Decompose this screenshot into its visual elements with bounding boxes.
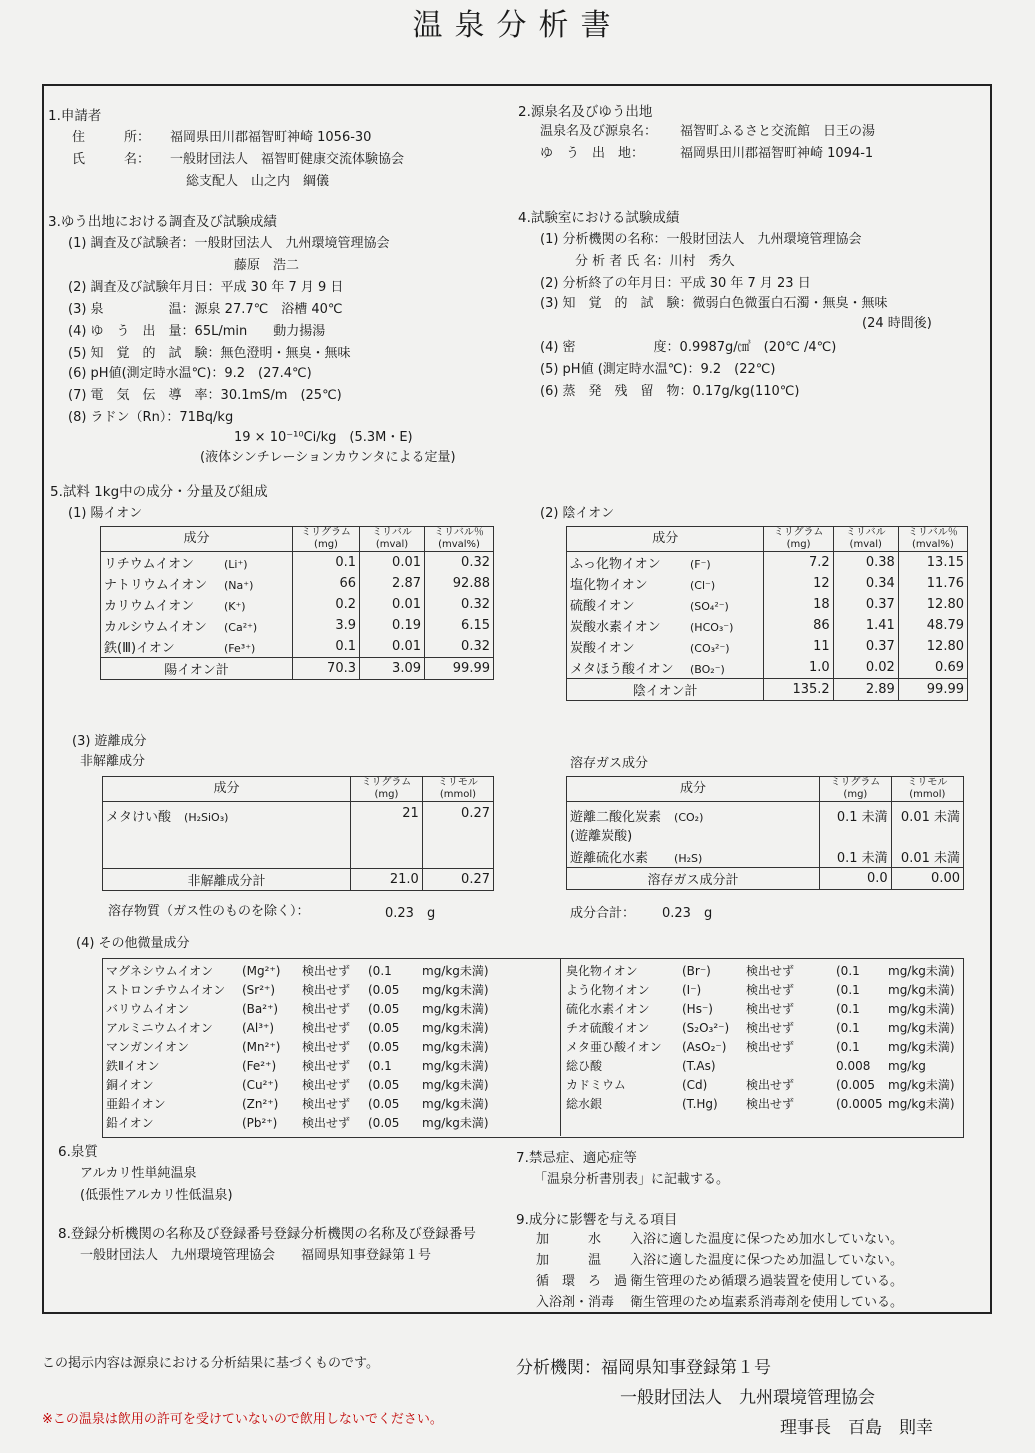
trace-s: 検出せず (746, 1078, 795, 1092)
trace-v: (0.05 (368, 1021, 400, 1035)
ion-mval-pct: 12.80 (898, 636, 967, 657)
trace-f: (S₂O₃²⁻) (682, 1021, 730, 1035)
dissolved-gas-table: 成分 ミリグラム (mg) ミリモル (mmol) 遊離二酸化炭素 (CO₂) (遊離炭酸) 0.1 未満 0.01 未満 遊離硫化水素 (H₂S) 0.1 未満 0.01 未満 溶存ガス成分計 0.0 0.00 (566, 776, 964, 890)
source-name-label: 温泉名及び源泉名： (540, 124, 658, 139)
ion-name: 硫酸イオン (SO₄²⁻) (567, 594, 764, 615)
trace-f: (Pb²⁺) (242, 1116, 278, 1130)
applicant-name-label: 氏 名： (72, 152, 151, 167)
trace-divider (560, 958, 561, 1136)
ion-name: ナトリウムイオン (Na⁺) (101, 573, 293, 594)
trace-f: (Mn²⁺) (242, 1040, 281, 1054)
lab-test-row: (5) pH値 (測定時水温℃)：9.2 (22℃) (540, 362, 776, 377)
trace-n: 硫化水素イオン (566, 1002, 650, 1016)
anion-table: 成分 ミリグラム (mg) ミリバル (mval) ミリバル％ (mval%) ふっ化物イオン (F⁻) 7.2 0.38 13.15 塩化物イオン (Cl⁻) 12 0.34 11.76 硫酸イオン (SO₄²⁻) 18 0.37 12.80 炭酸水素イオン (HCO₃⁻) 86 1.41 48.79 炭酸イオン (CO₃²⁻) 11 0.37 12.80 メタほう酸イオン (BO₂⁻) 1.0 0.02 0.69 陰イオン計 135.2 2.89 99.99 (566, 526, 968, 701)
trace-u: mg/kg未満) (888, 964, 955, 978)
document-title: 温泉分析書 (412, 8, 623, 43)
trace-n: マグネシウムイオン (106, 964, 214, 978)
ion-mg: 3.9 (293, 615, 360, 636)
ion-mg: 11 (764, 636, 833, 657)
ion-row (101, 552, 494, 574)
ion-mval: 0.01 (360, 594, 425, 615)
trace-n: 総水銀 (566, 1097, 603, 1111)
trace-u: mg/kg未満) (888, 1097, 955, 1111)
trace-f: (Al³⁺) (242, 1021, 275, 1035)
anion-heading: (2) 陰イオン (540, 506, 615, 521)
trace-s: 検出せず (302, 1059, 351, 1073)
spring-quality: アルカリ性単純温泉 (80, 1166, 197, 1181)
lab-test-row: (24 時間後) (862, 316, 932, 331)
trace-box (102, 958, 964, 1138)
source-location-label: ゆ う 出 地： (540, 146, 645, 161)
footer-org-line1: 分析機関：福岡県知事登録第１号 (516, 1358, 771, 1378)
ion-mg: 0.1 (293, 552, 360, 574)
ion-mval: 1.41 (833, 615, 898, 636)
field-test-row: (6) pH値(測定時水温℃)：9.2 (27.4℃) (68, 366, 312, 381)
influence-key: 加 温 (536, 1253, 602, 1268)
ion-mg: 7.2 (764, 552, 833, 574)
trace-f: (I⁻) (682, 983, 702, 997)
field-test-row: (5) 知 覚 的 試 験：無色澄明・無臭・無味 (68, 346, 351, 361)
influence-value: 入浴に適した温度に保つため加水していない。 (630, 1232, 904, 1247)
dissolved-matter-label: 溶存物質（ガス性のものを除く）： (108, 904, 310, 919)
trace-v: (0.1 (836, 1040, 860, 1054)
trace-s: 検出せず (302, 1040, 351, 1054)
ion-mval-pct: 0.32 (425, 552, 494, 574)
trace-f: (T.Hg) (682, 1097, 718, 1111)
trace-u: mg/kg未満) (422, 1116, 489, 1130)
applicant-representative: 総支配人 山之内 綱儀 (186, 174, 330, 189)
ion-mval: 0.37 (833, 594, 898, 615)
footer-org-line2: 一般財団法人 九州環境管理協会 (620, 1388, 875, 1408)
trace-s: 検出せず (302, 1097, 351, 1111)
gas-total-row: 溶存ガス成分計 0.0 0.00 (567, 868, 964, 890)
field-test-row: (1) 調査及び試験者：一般財団法人 九州環境管理協会 (68, 236, 390, 251)
ion-name: 炭酸イオン (CO₃²⁻) (567, 636, 764, 657)
ion-mg: 0.2 (293, 594, 360, 615)
trace-u: mg/kg未満) (422, 1040, 489, 1054)
dissolved-gas-heading: 溶存ガス成分 (570, 756, 649, 771)
trace-u: mg/kg未満) (888, 1078, 955, 1092)
ion-mg: 1.0 (764, 657, 833, 679)
trace-f: (Zn²⁺) (242, 1097, 279, 1111)
ion-mval: 0.37 (833, 636, 898, 657)
trace-v: (0.1 (836, 983, 860, 997)
footer-note: この掲示内容は源泉における分析結果に基づくものです。 (42, 1356, 379, 1371)
trace-heading: (4) その他微量成分 (76, 936, 190, 951)
trace-n: 鉄Ⅱイオン (106, 1059, 160, 1073)
ion-mval-pct: 0.32 (425, 636, 494, 658)
field-test-row: (2) 調査及び試験年月日：平成 30 年 7 月 9 日 (68, 280, 344, 295)
gas-row: 遊離硫化水素 (H₂S) 0.1 未満 0.01 未満 (567, 846, 964, 868)
trace-u: mg/kg未満) (422, 1002, 489, 1016)
ion-name: 塩化物イオン (Cl⁻) (567, 573, 764, 594)
trace-n: チオ硫酸イオン (566, 1021, 650, 1035)
ion-mval-pct: 0.69 (898, 657, 967, 679)
applicant-address: 福岡県田川郡福智町神崎 1056-30 (170, 130, 372, 145)
cation-heading: (1) 陽イオン (68, 506, 143, 521)
applicant-address-label: 住 所： (72, 130, 151, 145)
cation-total-row: 陽イオン計 70.3 3.09 99.99 (101, 658, 494, 680)
cation-table: 成分 ミリグラム (mg) ミリバル (mval) ミリバル％ (mval%) リチウムイオン (Li⁺) 0.1 0.01 0.32 ナトリウムイオン (Na⁺) 66 2.87 92.88 カリウムイオン (K⁺) 0.2 0.01 0.32 カルシウムイオン (Ca²⁺) 3.9 0.19 6.15 鉄(Ⅲ)イオン (Fe³⁺) 0.1 0.01 0.32 陽イオン計 70.3 3.09 99.99 (100, 526, 494, 680)
lab-test-row: 分 析 者 氏 名：川村 秀久 (575, 254, 735, 269)
trace-u: mg/kg未満) (422, 1097, 489, 1111)
trace-f: (Cd) (682, 1078, 708, 1092)
trace-s: 検出せず (746, 1002, 795, 1016)
trace-u: mg/kg未満) (422, 983, 489, 997)
applicant-name: 一般財団法人 福智町健康交流体験協会 (170, 152, 405, 167)
trace-v: (0.1 (368, 964, 392, 978)
trace-u: mg/kg未満) (422, 1078, 489, 1092)
registration-heading: 8.登録分析機関の名称及び登録番号登録分析機関の名称及び登録番号 (58, 1226, 476, 1242)
ion-name: リチウムイオン (Li⁺) (101, 552, 293, 574)
trace-u: mg/kg未満) (888, 1040, 955, 1054)
trace-n: カドミウム (566, 1078, 626, 1092)
trace-f: (T.As) (682, 1059, 716, 1073)
trace-u: mg/kg未満) (888, 1021, 955, 1035)
undissociated-table: 成分 ミリグラム (mg) ミリモル (mmol) メタけい酸 (H₂SiO₃) 21 0.27 非解離成分計 21.0 0.27 (102, 776, 494, 891)
ion-mval-pct: 11.76 (898, 573, 967, 594)
field-test-row: (3) 泉 温：源泉 27.7℃ 浴槽 40℃ (68, 302, 343, 317)
trace-u: mg/kg未満) (888, 1002, 955, 1016)
lab-test-row: (1) 分析機関の名称：一般財団法人 九州環境管理協会 (540, 232, 862, 247)
ion-mg: 66 (293, 573, 360, 594)
lab-test-row: (3) 知 覚 的 試 験：微弱白色微蛋白石濁・無臭・無味 (540, 296, 888, 311)
field-test-heading: 3.ゆう出地における調査及び試験成績 (48, 214, 277, 230)
trace-v: (0.05 (368, 1078, 400, 1092)
ion-mval: 0.38 (833, 552, 898, 574)
trace-u: mg/kg未満) (422, 964, 489, 978)
trace-v: (0.05 (368, 1116, 400, 1130)
trace-f: (Br⁻) (682, 964, 711, 978)
ion-mg: 18 (764, 594, 833, 615)
dissolved-matter-value: 0.23 g (385, 906, 436, 921)
trace-s: 検出せず (746, 983, 795, 997)
spring-quality-heading: 6.泉質 (58, 1144, 98, 1160)
trace-n: 銅イオン (106, 1078, 154, 1092)
field-test-row: (8) ラドン（Rn）：71Bq/kg (68, 410, 234, 425)
lab-test-row: (6) 蒸 発 残 留 物：0.17g/kg(110℃) (540, 384, 800, 399)
ion-mval-pct: 13.15 (898, 552, 967, 574)
ion-mval-pct: 0.32 (425, 594, 494, 615)
trace-s: 検出せず (746, 1040, 795, 1054)
trace-f: (Mg²⁺) (242, 964, 281, 978)
ion-row (101, 573, 494, 594)
ion-mg: 12 (764, 573, 833, 594)
field-test-row: (7) 電 気 伝 導 率：30.1mS/m (25℃) (68, 388, 342, 403)
lab-test-row: (4) 密 度：0.9987g/㎤ (20℃ /4℃) (540, 340, 837, 355)
footer-org-line3: 理事長 百島 則幸 (780, 1418, 933, 1438)
trace-v: 0.008 (836, 1059, 871, 1073)
ion-row (567, 552, 968, 574)
ion-row (567, 636, 968, 657)
trace-v: (0.1 (836, 1002, 860, 1016)
undissociated-total-row: 非解離成分計 21.0 0.27 (103, 869, 494, 891)
trace-s: 検出せず (746, 964, 795, 978)
trace-s: 検出せず (302, 1021, 351, 1035)
ion-row (101, 636, 494, 658)
ion-name: 鉄(Ⅲ)イオン (Fe³⁺) (101, 636, 293, 658)
gas-row: 遊離二酸化炭素 (CO₂) (遊離炭酸) 0.1 未満 0.01 未満 (567, 802, 964, 847)
total-components-value: 0.23 g (662, 906, 713, 921)
trace-s: 検出せず (302, 1002, 351, 1016)
footer-warning: ※この温泉は飲用の許可を受けていないので飲用しないでください。 (42, 1412, 443, 1427)
influence-key: 加 水 (536, 1232, 602, 1247)
ion-name: カリウムイオン (K⁺) (101, 594, 293, 615)
trace-u: mg/kg未満) (888, 983, 955, 997)
ion-row (567, 657, 968, 679)
trace-n: マンガンイオン (106, 1040, 190, 1054)
trace-u: mg/kg未満) (422, 1021, 489, 1035)
trace-v: (0.1 (836, 964, 860, 978)
influence-heading: 9.成分に影響を与える項目 (516, 1212, 678, 1228)
ion-mg: 86 (764, 615, 833, 636)
anion-total-row: 陰イオン計 135.2 2.89 99.99 (567, 679, 968, 701)
ion-name: 炭酸水素イオン (HCO₃⁻) (567, 615, 764, 636)
total-components-label: 成分合計： (570, 906, 636, 921)
ion-mval: 0.34 (833, 573, 898, 594)
registration-value: 一般財団法人 九州環境管理協会 福岡県知事登録第１号 (80, 1248, 432, 1263)
ion-row (567, 615, 968, 636)
lab-test-row: (2) 分析終了の年月日：平成 30 年 7 月 23 日 (540, 276, 811, 291)
trace-n: アルミニウムイオン (106, 1021, 213, 1035)
ion-mval-pct: 6.15 (425, 615, 494, 636)
trace-s: 検出せず (746, 1021, 795, 1035)
trace-v: (0.0005 (836, 1097, 883, 1111)
indications-note: 「温泉分析書別表」に記載する。 (534, 1172, 730, 1187)
ion-name: カルシウムイオン (Ca²⁺) (101, 615, 293, 636)
field-test-row: 19 × 10⁻¹⁰Ci/kg (5.3M・E) (234, 430, 413, 445)
field-test-row: 藤原 浩二 (234, 258, 300, 273)
trace-s: 検出せず (302, 1116, 351, 1130)
ion-row (567, 573, 968, 594)
influence-key: 入浴剤・消毒 (536, 1295, 615, 1310)
trace-f: (Fe²⁺) (242, 1059, 277, 1073)
ion-mval: 2.87 (360, 573, 425, 594)
source-name: 福智町ふるさと交流館 日王の湯 (680, 124, 876, 139)
trace-f: (AsO₂⁻) (682, 1040, 727, 1054)
trace-v: (0.05 (368, 983, 400, 997)
applicant-heading: 1.申請者 (48, 108, 102, 124)
lab-test-heading: 4.試験室における試験成績 (518, 210, 680, 226)
ion-mval-pct: 48.79 (898, 615, 967, 636)
trace-s: 検出せず (302, 964, 351, 978)
trace-v: (0.05 (368, 1002, 400, 1016)
undissociated-heading: 非解離成分 (80, 754, 146, 769)
indications-heading: 7.禁忌症、適応症等 (516, 1150, 637, 1166)
trace-n: 総ひ酸 (566, 1059, 603, 1073)
trace-v: (0.05 (368, 1040, 400, 1054)
trace-n: よう化物イオン (566, 983, 650, 997)
trace-v: (0.1 (368, 1059, 392, 1073)
field-test-row: (4) ゆ う 出 量：65L/min 動力揚湯 (68, 324, 326, 339)
undissociated-row: メタけい酸 (H₂SiO₃) 21 0.27 (103, 802, 494, 869)
trace-n: メタ亜ひ酸イオン (566, 1040, 662, 1054)
source-location: 福岡県田川郡福智町神崎 1094-1 (680, 146, 874, 161)
trace-n: 亜鉛イオン (106, 1097, 166, 1111)
composition-heading: 5.試料 1kg中の成分・分量及び組成 (50, 484, 268, 500)
trace-f: (Ba²⁺) (242, 1002, 279, 1016)
trace-n: バリウムイオン (106, 1002, 190, 1016)
ion-mval: 0.19 (360, 615, 425, 636)
spring-quality-sub: (低張性アルカリ性低温泉) (80, 1188, 233, 1203)
ion-name: ふっ化物イオン (F⁻) (567, 552, 764, 574)
influence-key: 循 環 ろ 過 (536, 1274, 628, 1289)
ion-mval: 0.02 (833, 657, 898, 679)
trace-v: (0.005 (836, 1078, 876, 1092)
ion-row (101, 615, 494, 636)
ion-row (101, 594, 494, 615)
free-components-heading: (3) 遊離成分 (72, 734, 147, 749)
ion-row (567, 594, 968, 615)
trace-n: 鉛イオン (106, 1116, 154, 1130)
ion-mval: 0.01 (360, 552, 425, 574)
trace-n: 臭化物イオン (566, 964, 638, 978)
trace-u: mg/kg未満) (422, 1059, 489, 1073)
trace-f: (Hs⁻) (682, 1002, 713, 1016)
ion-name: メタほう酸イオン (BO₂⁻) (567, 657, 764, 679)
trace-u: mg/kg (888, 1059, 926, 1073)
trace-v: (0.1 (836, 1021, 860, 1035)
ion-mval-pct: 12.80 (898, 594, 967, 615)
trace-s: 検出せず (302, 1078, 351, 1092)
ion-mval: 0.01 (360, 636, 425, 658)
influence-value: 入浴に適した温度に保つため加温していない。 (630, 1253, 904, 1268)
trace-v: (0.05 (368, 1097, 400, 1111)
trace-n: ストロンチウムイオン (106, 983, 226, 997)
ion-mg: 0.1 (293, 636, 360, 658)
field-test-row: (液体シンチレーションカウンタによる定量) (200, 450, 456, 465)
trace-s: 検出せず (302, 983, 351, 997)
trace-f: (Sr²⁺) (242, 983, 276, 997)
trace-f: (Cu²⁺) (242, 1078, 279, 1092)
influence-value: 衛生管理のため塩素系消毒剤を使用している。 (630, 1295, 904, 1310)
source-heading: 2.源泉名及びゆう出地 (518, 104, 653, 120)
ion-mval-pct: 92.88 (425, 573, 494, 594)
influence-value: 衛生管理のため循環ろ過装置を使用している。 (630, 1274, 904, 1289)
trace-s: 検出せず (746, 1097, 795, 1111)
